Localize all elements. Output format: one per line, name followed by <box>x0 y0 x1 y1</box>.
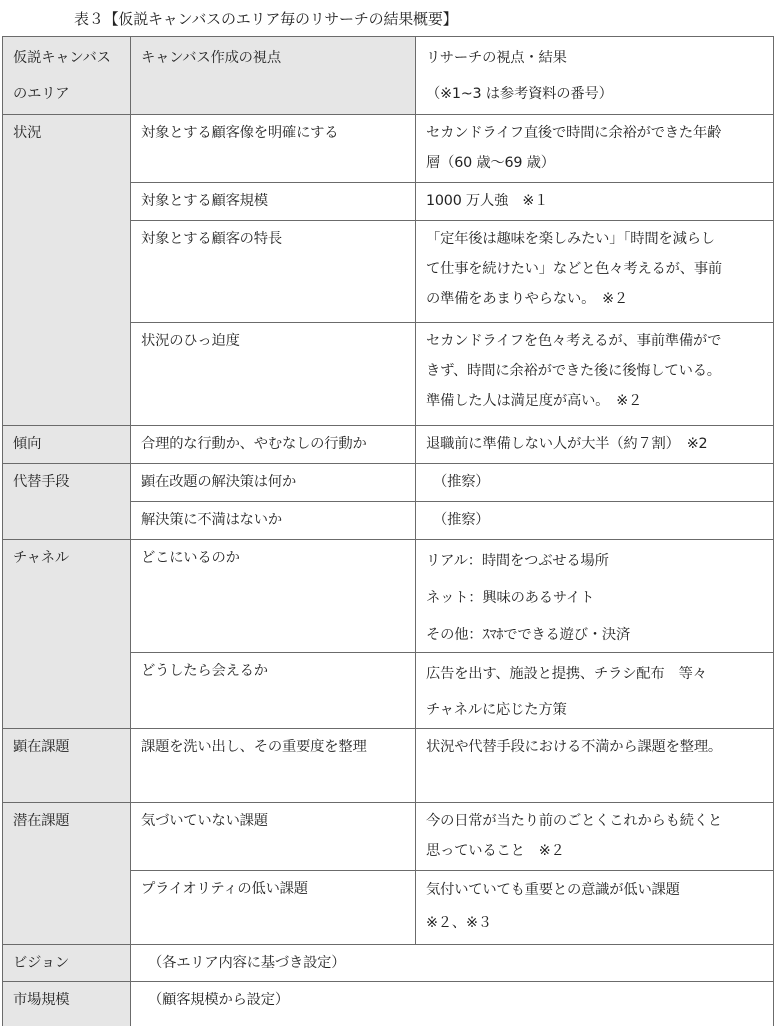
result-line: 状況や代替手段における不満から課題を整理。 <box>426 739 723 755</box>
header-result-cell <box>415 36 774 114</box>
result-line: きず、時間に余裕ができた後に後悔している。 <box>426 363 721 379</box>
viewpoint-cell <box>130 539 415 652</box>
viewpoint-cell <box>130 463 415 501</box>
header-result-note: （※1~3 は参考資料の番号） <box>426 86 613 102</box>
area-cell-vision <box>2 944 130 981</box>
market-cell <box>130 981 774 1026</box>
result-cell <box>415 220 774 322</box>
result-line: ネット：興味のあるサイト <box>426 590 595 606</box>
area-label: 潜在課題 <box>13 813 70 829</box>
result-cell <box>415 463 774 501</box>
area-label: 市場規模 <box>13 992 70 1008</box>
viewpoint-cell <box>130 870 415 944</box>
result-cell <box>415 425 774 463</box>
viewpoint-text: プライオリティの低い課題 <box>141 881 308 897</box>
header-area-line: のエリア <box>13 86 70 102</box>
area-label: 代替手段 <box>13 474 70 490</box>
result-line: 広告を出す、施設と提携、チラシ配布 等々 <box>426 666 707 682</box>
result-cell <box>415 802 774 870</box>
result-line: 気付いていても重要との意識が低い課題 <box>426 882 680 898</box>
viewpoint-text: どこにいるのか <box>141 550 240 566</box>
area-cell-latent-issue <box>2 802 130 944</box>
result-cell <box>415 728 774 802</box>
result-cell <box>415 652 774 728</box>
area-cell-channel <box>2 539 130 728</box>
area-cell-situation <box>2 114 130 425</box>
area-label: 傾向 <box>13 436 42 452</box>
viewpoint-cell <box>130 728 415 802</box>
viewpoint-text: 合理的な行動か、やむなしの行動か <box>141 436 367 452</box>
market-text: （顧客規模から設定） <box>148 992 289 1008</box>
area-cell-alternatives <box>2 463 130 539</box>
table-caption: 表３【仮説キャンバスのエリア毎のリサーチの結果概要】 <box>74 10 458 28</box>
header-area-line: 仮説キャンバス <box>13 50 111 66</box>
viewpoint-text: 気づいていない課題 <box>141 813 268 829</box>
result-line: 退職前に準備しない人が大半（約７割） ※2 <box>426 436 708 452</box>
result-line: 思っていること ※２ <box>426 843 565 859</box>
viewpoint-cell <box>130 322 415 425</box>
area-label: 顕在課題 <box>13 739 70 755</box>
header-viewpoint: キャンバス作成の視点 <box>141 50 281 66</box>
viewpoint-cell <box>130 802 415 870</box>
result-line: （推察） <box>433 474 490 490</box>
viewpoint-text: 対象とする顧客の特長 <box>141 231 282 247</box>
result-cell <box>415 114 774 182</box>
area-cell-trend <box>2 425 130 463</box>
result-cell <box>415 501 774 539</box>
area-label: ビジョン <box>13 955 70 971</box>
header-result-title: リサーチの視点・結果 <box>426 50 567 66</box>
result-line: チャネルに応じた方策 <box>426 702 567 718</box>
viewpoint-cell <box>130 220 415 322</box>
result-line: の準備をあまりやらない。 ※２ <box>426 291 628 307</box>
viewpoint-text: 状況のひっ迫度 <box>141 333 240 349</box>
area-label: チャネル <box>13 550 69 566</box>
area-label: 状況 <box>13 125 42 141</box>
viewpoint-text: どうしたら会えるか <box>141 663 268 679</box>
research-summary-table <box>2 36 774 1026</box>
viewpoint-text: 顕在改題の解決策は何か <box>141 474 297 490</box>
result-line: 今の日常が当たり前のごとくこれからも続くと <box>426 813 723 829</box>
vision-cell <box>130 944 774 981</box>
result-line: その他：ｽﾏﾎでできる遊び・決済 <box>426 627 631 643</box>
result-line: （推察） <box>433 512 490 528</box>
result-line: ※２、※３ <box>426 915 492 931</box>
vision-text: （各エリア内容に基づき設定） <box>148 955 346 971</box>
result-line: セカンドライフ直後で時間に余裕ができた年齢 <box>426 125 722 141</box>
table-top-border <box>2 36 774 37</box>
result-cell <box>415 539 774 652</box>
viewpoint-cell <box>130 425 415 463</box>
area-cell-market <box>2 981 130 1026</box>
result-line: セカンドライフを色々考えるが、事前準備がで <box>426 333 722 349</box>
result-line: 準備した人は満足度が高い。 ※２ <box>426 393 643 409</box>
header-area-cell <box>2 36 130 114</box>
result-line: 層（60 歳～69 歳） <box>426 155 555 171</box>
header-viewpoint-cell <box>130 36 415 114</box>
viewpoint-text: 解決策に不満はないか <box>141 512 282 528</box>
result-line: 「定年後は趣味を楽しみたい」「時間を減らし <box>426 231 715 247</box>
viewpoint-cell <box>130 501 415 539</box>
result-cell <box>415 182 774 220</box>
viewpoint-text: 対象とする顧客像を明確にする <box>141 125 339 141</box>
result-cell <box>415 322 774 425</box>
viewpoint-cell <box>130 182 415 220</box>
result-cell <box>415 870 774 944</box>
result-line: て仕事を続けたい」などと色々考えるが、事前 <box>426 261 723 277</box>
result-line: 1000 万人強 ※１ <box>426 193 549 209</box>
table-right-border <box>773 36 774 1026</box>
result-line: リアル：時間をつぶせる場所 <box>426 553 609 569</box>
viewpoint-cell <box>130 114 415 182</box>
area-cell-explicit-issue <box>2 728 130 802</box>
viewpoint-text: 課題を洗い出し、その重要度を整理 <box>141 739 367 755</box>
viewpoint-text: 対象とする顧客規模 <box>141 193 268 209</box>
viewpoint-cell <box>130 652 415 728</box>
